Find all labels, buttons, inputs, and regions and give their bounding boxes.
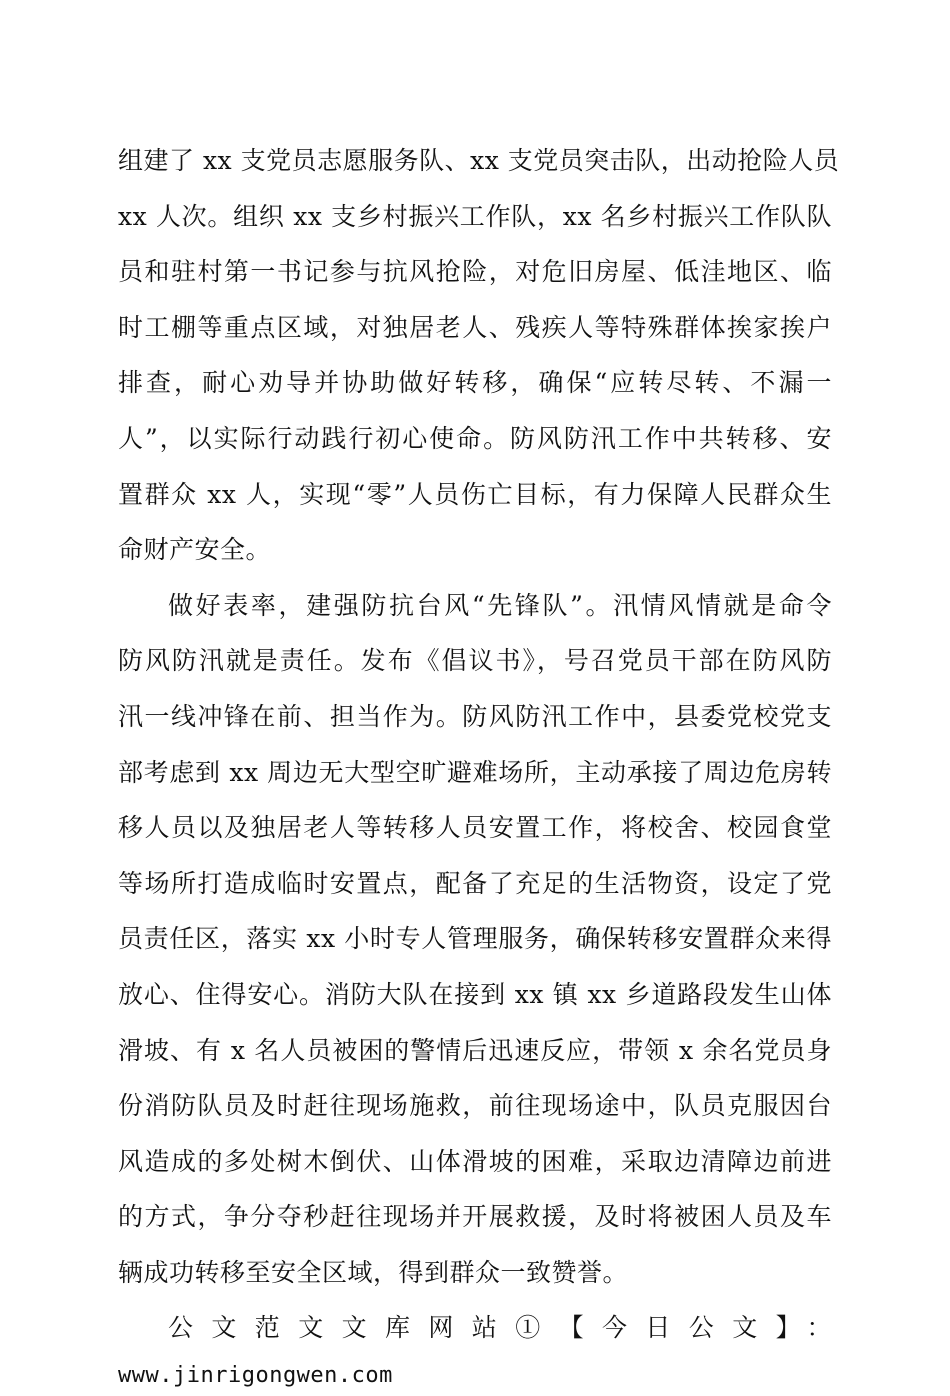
document-body: [118, 133, 840, 1396]
paragraph-2-line: 移人员以及独居老人等转移人员安置工作，将校舍、校园食堂: [118, 813, 832, 843]
paragraph-2-line: 辆成功转移至安全区域，得到群众一致赞誉。: [118, 1257, 629, 1287]
paragraph-2-line: 滑坡、有 x 名人员被困的警情后迅速反应，带领 x 余名党员身: [118, 1035, 832, 1065]
paragraph-2-line: 等场所打造成临时安置点，配备了充足的生活物资，设定了党: [118, 868, 832, 898]
paragraph-2-line: 风造成的多处树木倒伏、山体滑坡的困难，采取边清障边前进: [118, 1146, 832, 1176]
footer-url: www.jinrigongwen.com: [118, 1363, 393, 1389]
paragraph-1-line: 员和驻村第一书记参与抗风抢险，对危旧房屋、低洼地区、临: [118, 257, 832, 287]
paragraph-1-line: xx 人次。组织 xx 支乡村振兴工作队，xx 名乡村振兴工作队队: [118, 201, 832, 231]
paragraph-2-line: 放心、住得安心。消防大队在接到 xx 镇 xx 乡道路段发生山体: [118, 979, 832, 1009]
paragraph-1-line: 时工棚等重点区域，对独居老人、残疾人等特殊群体挨家挨户: [118, 312, 832, 342]
paragraph-1-line: 命财产安全。: [118, 535, 272, 565]
footer-source-text: 公文范文文库网站①【今日公文】：: [168, 1313, 832, 1343]
paragraph-2-line: 做好表率，建强防抗台风“先锋队”。汛情风情就是命令: [168, 590, 832, 620]
paragraph-2-line: 员责任区，落实 xx 小时专人管理服务，确保转移安置群众来得: [118, 924, 832, 954]
paragraph-1-line: 排查，耐心劝导并协助做好转移，确保“应转尽转、不漏一: [118, 368, 832, 398]
paragraph-2-line: 的方式，争分夺秒赶往现场并开展救援，及时将被困人员及车: [118, 1202, 832, 1232]
paragraph-1-line: 置群众 xx 人，实现“零”人员伤亡目标，有力保障人民群众生: [118, 479, 832, 509]
paragraph-2-line: 份消防队员及时赶往现场施救，前往现场途中，队员克服因台: [118, 1091, 832, 1121]
paragraph-2-line: 防风防汛就是责任。发布《倡议书》，号召党员干部在防风防: [118, 646, 832, 676]
paragraph-1-line: 人”，以实际行动践行初心使命。防风防汛工作中共转移、安: [118, 423, 832, 453]
paragraph-2-line: 部考虑到 xx 周边无大型空旷避难场所，主动承接了周边危房转: [118, 757, 832, 787]
paragraph-1-line: 组建了 xx 支党员志愿服务队、xx 支党员突击队，出动抢险人员: [118, 146, 840, 175]
paragraph-2-line: 汛一线冲锋在前、担当作为。防风防汛工作中，县委党校党支: [118, 701, 832, 731]
